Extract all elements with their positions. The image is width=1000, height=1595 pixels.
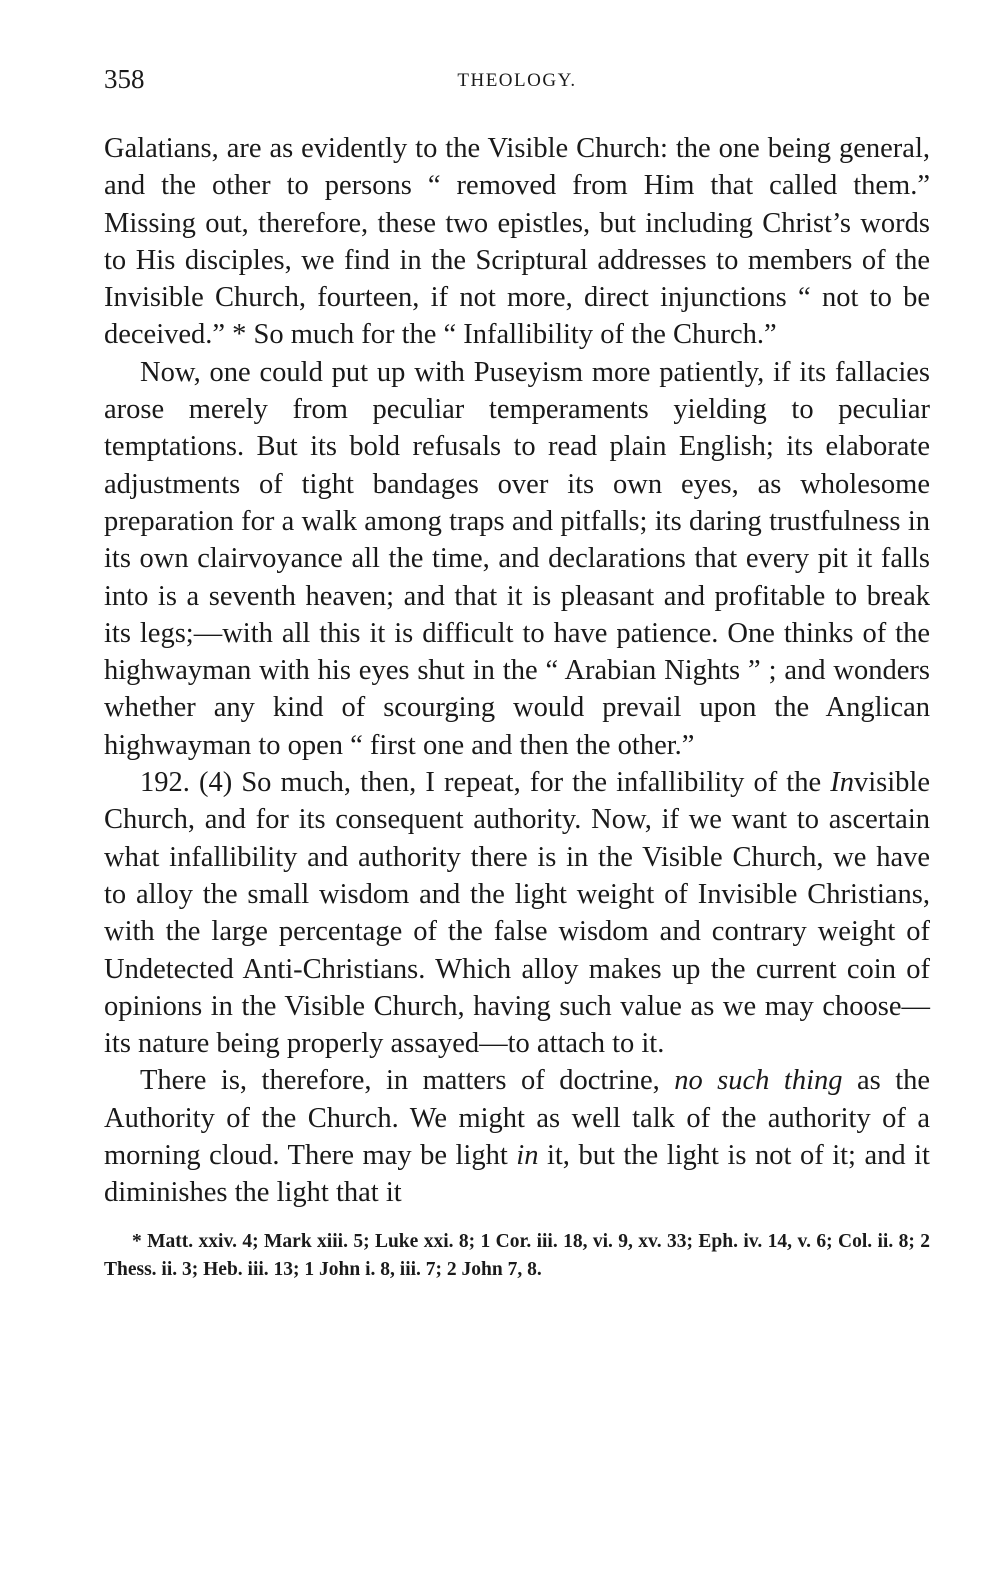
paragraph-1: Galatians, are as evidently to the Visible Church: the one being general, and the other to persons “ removed from Him that called them.” Missing out, therefore, these two epistles, but including Christ’s words to His disciples, we find in the Scriptural addresses to members of the Invisible Church, fourteen, if not more, direct injunctions “ not to be deceived.” * So much for the “ Infallibility of the Church.” bbox=[104, 133, 930, 351]
paragraph-2: Now, one could put up with Puseyism more patiently, if its fallacies arose merely from peculiar temperaments yielding to peculiar temptations. But its bold refusals to read plain English; its elaborate adjustments of tight bandages over its own eyes, as wholesome preparation for a walk among traps and pitfalls; its daring trustfulness in its own clairvoyance all the time, and declarations that every pit it falls into is a seventh heaven; and that it is pleasant and profitable to break its legs;—with all this it is difficult to have patience. One thinks of the highwayman with his eyes shut in the “ Arabian Nights ” ; and wonders whether any kind of scourging would prevail upon the Anglican highwayman to open “ first one and then the other.” bbox=[104, 356, 930, 761]
running-head bbox=[104, 64, 930, 104]
running-title: THEOLOGY. bbox=[457, 70, 577, 91]
page-number: 358 bbox=[104, 64, 145, 94]
paragraph-3-italic-prefix: In bbox=[830, 767, 854, 799]
paragraph-4-middle: as the Authority of the Church. We might as well talk of the authority of a morning cloud. There may be light bbox=[104, 1065, 931, 1172]
paragraph-4-end: it, but the light is not of it; and it diminishes the light that it bbox=[104, 1140, 930, 1209]
paragraph-4-italic-word: in bbox=[516, 1140, 539, 1172]
book-page bbox=[104, 64, 930, 1284]
paragraph-3-rest: visible Church, and for its consequent authority. Now, if we want to ascertain what infallibility and authority there is in the Visible Church, we have to alloy the small wisdom and the light weight of Invisible Christians, with the large percentage of the false wisdom and contrary weight of Undetected Anti-Christians. Which alloy makes up the current coin of opinions in the Visible Church, having such value as we may choose—its nature being properly assayed—to attach to it. bbox=[104, 767, 930, 1060]
paragraph-4-lead: There is, therefore, in matters of doctrine, bbox=[140, 1065, 675, 1097]
paragraph-4 bbox=[104, 1062, 930, 1211]
footnote: * Matt. xxiv. 4; Mark xiii. 5; Luke xxi. 8; 1 Cor. iii. 18, vi. 9, xv. 33; Eph. iv. 14, v. 6; Col. ii. 8; 2 Thess. ii. 3; Heb. iii. 13; 1 John i. 8, iii. 7; 2 John 7, 8. bbox=[104, 1230, 930, 1280]
paragraph-3-lead: 192. (4) So much, then, I repeat, for the infallibility of the bbox=[140, 767, 831, 799]
paragraph-4-italic-phrase: no such thing bbox=[674, 1065, 843, 1097]
paragraph-3 bbox=[104, 764, 930, 1062]
body-text bbox=[104, 130, 930, 1212]
